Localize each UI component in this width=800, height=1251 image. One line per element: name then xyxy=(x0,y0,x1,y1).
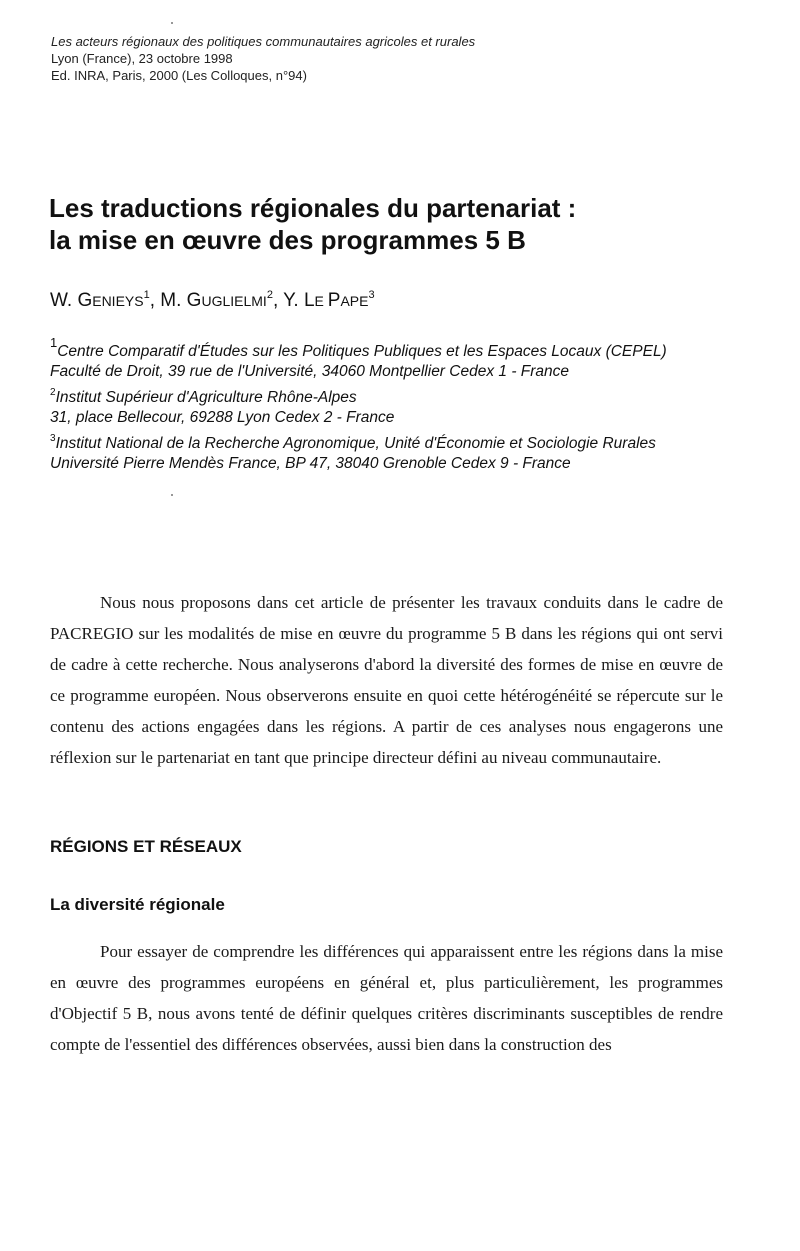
affiliation-2-line-2: 31, place Bellecour, 69288 Lyon Cedex 2 - France xyxy=(50,409,395,426)
affiliation-3-line-2: Université Pierre Mendès France, BP 47, 38040 Grenoble Cedex 9 - France xyxy=(50,455,571,472)
scan-speck xyxy=(171,494,173,496)
affiliation-2-line-1: Institut Supérieur d'Agriculture Rhône-Alpes xyxy=(55,389,357,406)
affiliation-2 xyxy=(50,388,770,428)
author-le-pape: Y. LE PAPE$^3$ xyxy=(283,289,375,311)
body-paragraph: Pour essayer de comprendre les différences qui apparaissent entre les régions dans la mise en œuvre des programmes européens en général et, plus particulièrement, les programmes d'Objectif 5 B, nous avons tenté de définir quelques critères discriminants susceptibles de rendre compte de l'essentiel des différences observées, aussi bien dans la construction des xyxy=(50,942,723,1054)
author-genieys: W. GENIEYS$^1$, xyxy=(50,289,161,311)
affiliation-2-marker: 2 xyxy=(50,387,56,398)
header-line-3: Ed. INRA, Paris, 2000 (Les Colloques, n°94) xyxy=(51,68,307,83)
header-line-1: Les acteurs régionaux des politiques communautaires agricoles et rurales xyxy=(51,34,476,49)
author-guglielmi: M. GUGLIELMI$^2$, xyxy=(160,289,284,311)
scan-speck xyxy=(171,22,173,24)
affiliation-3 xyxy=(50,434,770,474)
affiliation-3-line-1: Institut National de la Recherche Agronomique, Unité d'Économie et Sociologie Rurales xyxy=(55,435,656,452)
title-line-1: Les traductions régionales du partenariat : xyxy=(49,193,577,223)
author-list xyxy=(50,289,375,313)
abstract-paragraph: Nous nous proposons dans cet article de présenter les travaux conduits dans le cadre de PACREGIO sur les modalités de mise en œuvre du programme 5 B dans les régions qui ont servi de cadre à cette recherche. Nous analyserons d'abord la diversité des formes de mise en œuvre de ce programme européen. Nous observerons ensuite en quoi cette hétérogénéité se répercute sur le contenu des actions engagées dans les régions. A partir de ces analyses nous engagerons une réflexion sur le partenariat en tant que principe directeur défini au niveau communautaire. xyxy=(50,593,723,767)
affiliation-1-line-1: Centre Comparatif d'Études sur les Politiques Publiques et les Espaces Locaux (CEPEL) xyxy=(57,343,667,360)
header-line-2: Lyon (France), 23 octobre 1998 xyxy=(51,51,233,66)
paper-title xyxy=(49,192,749,256)
affiliation-1 xyxy=(50,335,770,382)
affiliation-3-marker: 3 xyxy=(50,433,56,444)
affiliation-1-marker: 1 xyxy=(50,335,58,350)
conference-header xyxy=(51,33,475,84)
subsection-heading: La diversité régionale xyxy=(50,895,225,914)
section-heading: RÉGIONS ET RÉSEAUX xyxy=(50,837,242,856)
title-line-2: la mise en œuvre des programmes 5 B xyxy=(49,225,526,255)
affiliation-1-line-2: Faculté de Droit, 39 rue de l'Université, 34060 Montpellier Cedex 1 - France xyxy=(50,363,570,380)
